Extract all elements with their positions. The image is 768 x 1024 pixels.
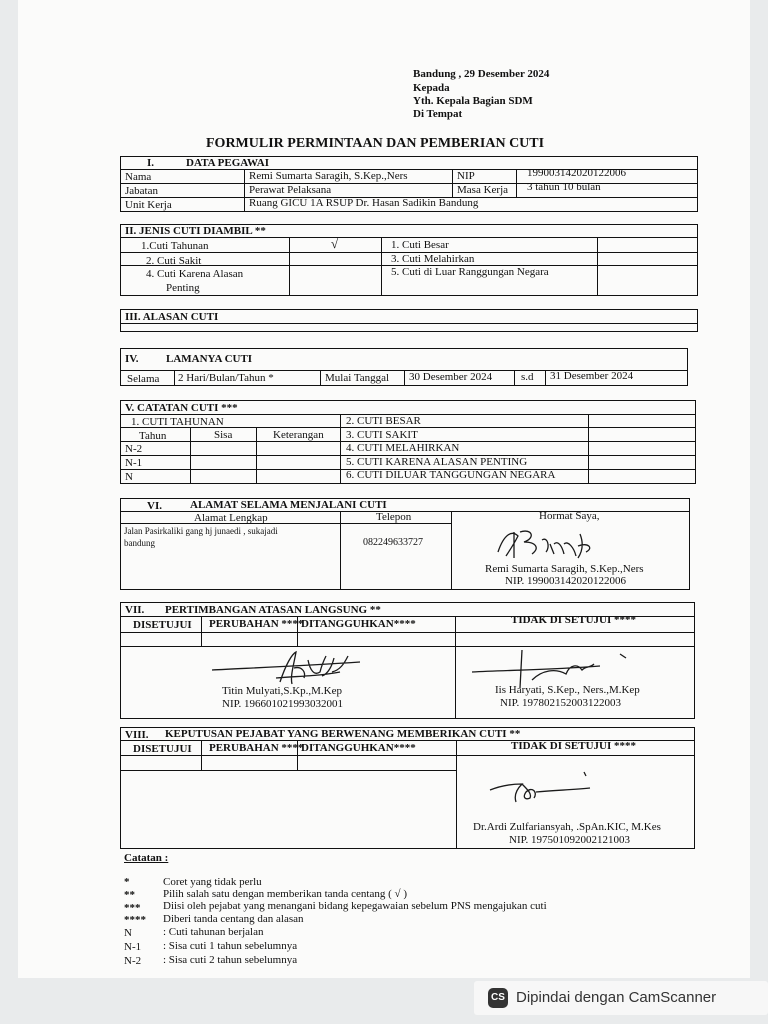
supervisor-name-right: Iis Haryati, S.Kep., Ners.,M.Kep [495, 684, 640, 696]
column-header: DITANGGUHKAN**** [301, 742, 416, 754]
supervisor-nip-right: NIP. 197802152003122003 [500, 697, 622, 709]
field-value-nama: Remi Sumarta Saragih, S.Kep.,Ners [249, 170, 408, 182]
column-header: DISETUJUI [133, 619, 192, 631]
section-number: VI. [147, 500, 162, 512]
field-label: Jabatan [125, 185, 158, 197]
section-number: VII. [125, 604, 145, 616]
leave-type-label: 1.Cuti Tahunan [141, 240, 209, 252]
section-number: IV. [125, 353, 139, 365]
section-title: PERTIMBANGAN ATASAN LANGSUNG ** [165, 604, 381, 616]
field-label: Mulai Tanggal [325, 372, 390, 384]
applicant-nip: NIP. 199003142020122006 [505, 575, 627, 587]
di-tempat: Di Tempat [413, 108, 463, 120]
field-label: Selama [127, 373, 160, 385]
field-value-unit-kerja: Ruang GICU 1A RSUP Dr. Hasan Sadikin Bandung [249, 197, 479, 209]
leave-type-label: 2. Cuti Sakit [146, 255, 202, 267]
section-title: V. CATATAN CUTI *** [125, 402, 238, 414]
leave-note-label: 2. CUTI BESAR [346, 415, 421, 427]
notes-title: Catatan : [124, 852, 169, 864]
supervisor-name-left: Titin Mulyati,S.Kp.,M.Kep [222, 685, 343, 697]
address-value: bandung [124, 538, 155, 548]
leave-start-date: 30 Desember 2024 [409, 371, 493, 383]
watermark-text: Dipindai dengan CamScanner [516, 989, 717, 1006]
leave-duration: 2 Hari/Bulan/Tahun * [178, 372, 274, 384]
note-text: Coret yang tidak perlu [163, 876, 262, 888]
note-symbol: **** [124, 914, 146, 926]
form-title: FORMULIR PERMINTAAN DAN PEMBERIAN CUTI [206, 136, 545, 151]
note-symbol: * [124, 876, 130, 888]
column-header: Tahun [139, 430, 167, 442]
note-symbol: N [124, 927, 132, 939]
note-text: Diberi tanda centang dan alasan [163, 913, 304, 925]
section-title: DATA PEGAWAI [186, 157, 270, 169]
leave-end-date: 31 Desember 2024 [550, 370, 634, 382]
leave-type-label: 4. Cuti Karena Alasan [146, 268, 244, 280]
note-text: : Sisa cuti 2 tahun sebelumnya [163, 954, 298, 966]
official-signature [486, 770, 596, 806]
field-value-nip: 199003142020122006 [527, 167, 626, 179]
official-name: Dr.Ardi Zulfariansyah, .SpAn.KIC, M.Kes [473, 821, 661, 833]
field-value-masa-kerja: 3 tahun 10 bulan [527, 181, 601, 193]
note-text: : Sisa cuti 1 tahun sebelumnya [163, 940, 298, 952]
note-text: : Cuti tahunan berjalan [163, 926, 264, 938]
note-symbol: ** [124, 889, 135, 901]
column-header: Alamat Lengkap [194, 512, 268, 524]
leave-type-label: Penting [166, 282, 200, 294]
phone-value: 082249633727 [363, 537, 423, 548]
section-title: ALAMAT SELAMA MENJALANI CUTI [190, 499, 387, 511]
note-symbol: *** [124, 902, 141, 914]
field-label: Masa Kerja [457, 184, 509, 196]
column-header: TIDAK DI SETUJUI **** [511, 740, 636, 752]
applicant-name: Remi Sumarta Saragih, S.Kep.,Ners [485, 563, 644, 575]
official-nip: NIP. 197501092002121003 [509, 834, 631, 846]
leave-note-label: 3. CUTI SAKIT [346, 429, 418, 441]
leave-note-label: 1. CUTI TAHUNAN [131, 416, 224, 428]
field-value-jabatan: Perawat Pelaksana [249, 184, 332, 196]
column-header: DISETUJUI [133, 743, 192, 755]
field-label: s.d [521, 371, 534, 383]
column-header: Telepon [376, 511, 412, 523]
section-number: I. [147, 157, 155, 169]
addressee: Yth. Kepala Bagian SDM [413, 95, 533, 107]
column-header: TIDAK DI SETUJUI **** [511, 614, 636, 626]
camscanner-watermark [474, 981, 768, 1015]
section-number: VIII. [125, 729, 149, 741]
field-label: Nama [125, 171, 152, 183]
kepada: Kepada [413, 82, 450, 94]
applicant-signature [484, 524, 614, 564]
closing-greeting: Hormat Saya, [539, 510, 600, 522]
check-mark: √ [331, 236, 339, 251]
place-date: Bandung , 29 Desember 2024 [413, 68, 550, 80]
table-row-label: N-1 [125, 457, 143, 469]
leave-type-label: 1. Cuti Besar [391, 239, 449, 251]
section-title: III. ALASAN CUTI [125, 311, 219, 323]
section-title: II. JENIS CUTI DIAMBIL ** [125, 225, 266, 237]
leave-type-label: 3. Cuti Melahirkan [391, 253, 475, 265]
field-label: NIP [457, 170, 475, 182]
note-symbol: N-1 [124, 941, 142, 953]
table-row-label: N-2 [125, 443, 143, 455]
table-row-label: N [125, 471, 133, 483]
camscanner-logo-icon: CS [488, 988, 508, 1008]
supervisor-nip-left: NIP. 196601021993032001 [222, 698, 344, 710]
column-header: DITANGGUHKAN**** [301, 618, 416, 630]
note-text: Diisi oleh pejabat yang menangani bidang kepegawaian sebelum PNS mengajukan cuti [163, 900, 547, 912]
column-header: PERUBAHAN **** [209, 618, 304, 630]
leave-note-label: 5. CUTI KARENA ALASAN PENTING [346, 456, 528, 468]
column-header: Keterangan [273, 429, 324, 441]
column-header: PERUBAHAN **** [209, 742, 304, 754]
section-title: LAMANYA CUTI [166, 353, 253, 365]
leave-note-label: 6. CUTI DILUAR TANGGUNGAN NEGARA [346, 469, 556, 481]
note-text: Pilih salah satu dengan memberikan tanda centang ( √ ) [163, 888, 407, 900]
note-symbol: N-2 [124, 955, 142, 967]
leave-note-label: 4. CUTI MELAHIRKAN [346, 442, 460, 454]
field-label: Unit Kerja [125, 199, 172, 211]
address-value: Jalan Pasirkaliki gang hj junaedi , sukajadi [124, 526, 278, 536]
section-title: KEPUTUSAN PEJABAT YANG BERWENANG MEMBERIKAN CUTI ** [165, 728, 521, 740]
leave-type-label: 5. Cuti di Luar Ranggungan Negara [391, 266, 549, 278]
column-header: Sisa [214, 429, 233, 441]
